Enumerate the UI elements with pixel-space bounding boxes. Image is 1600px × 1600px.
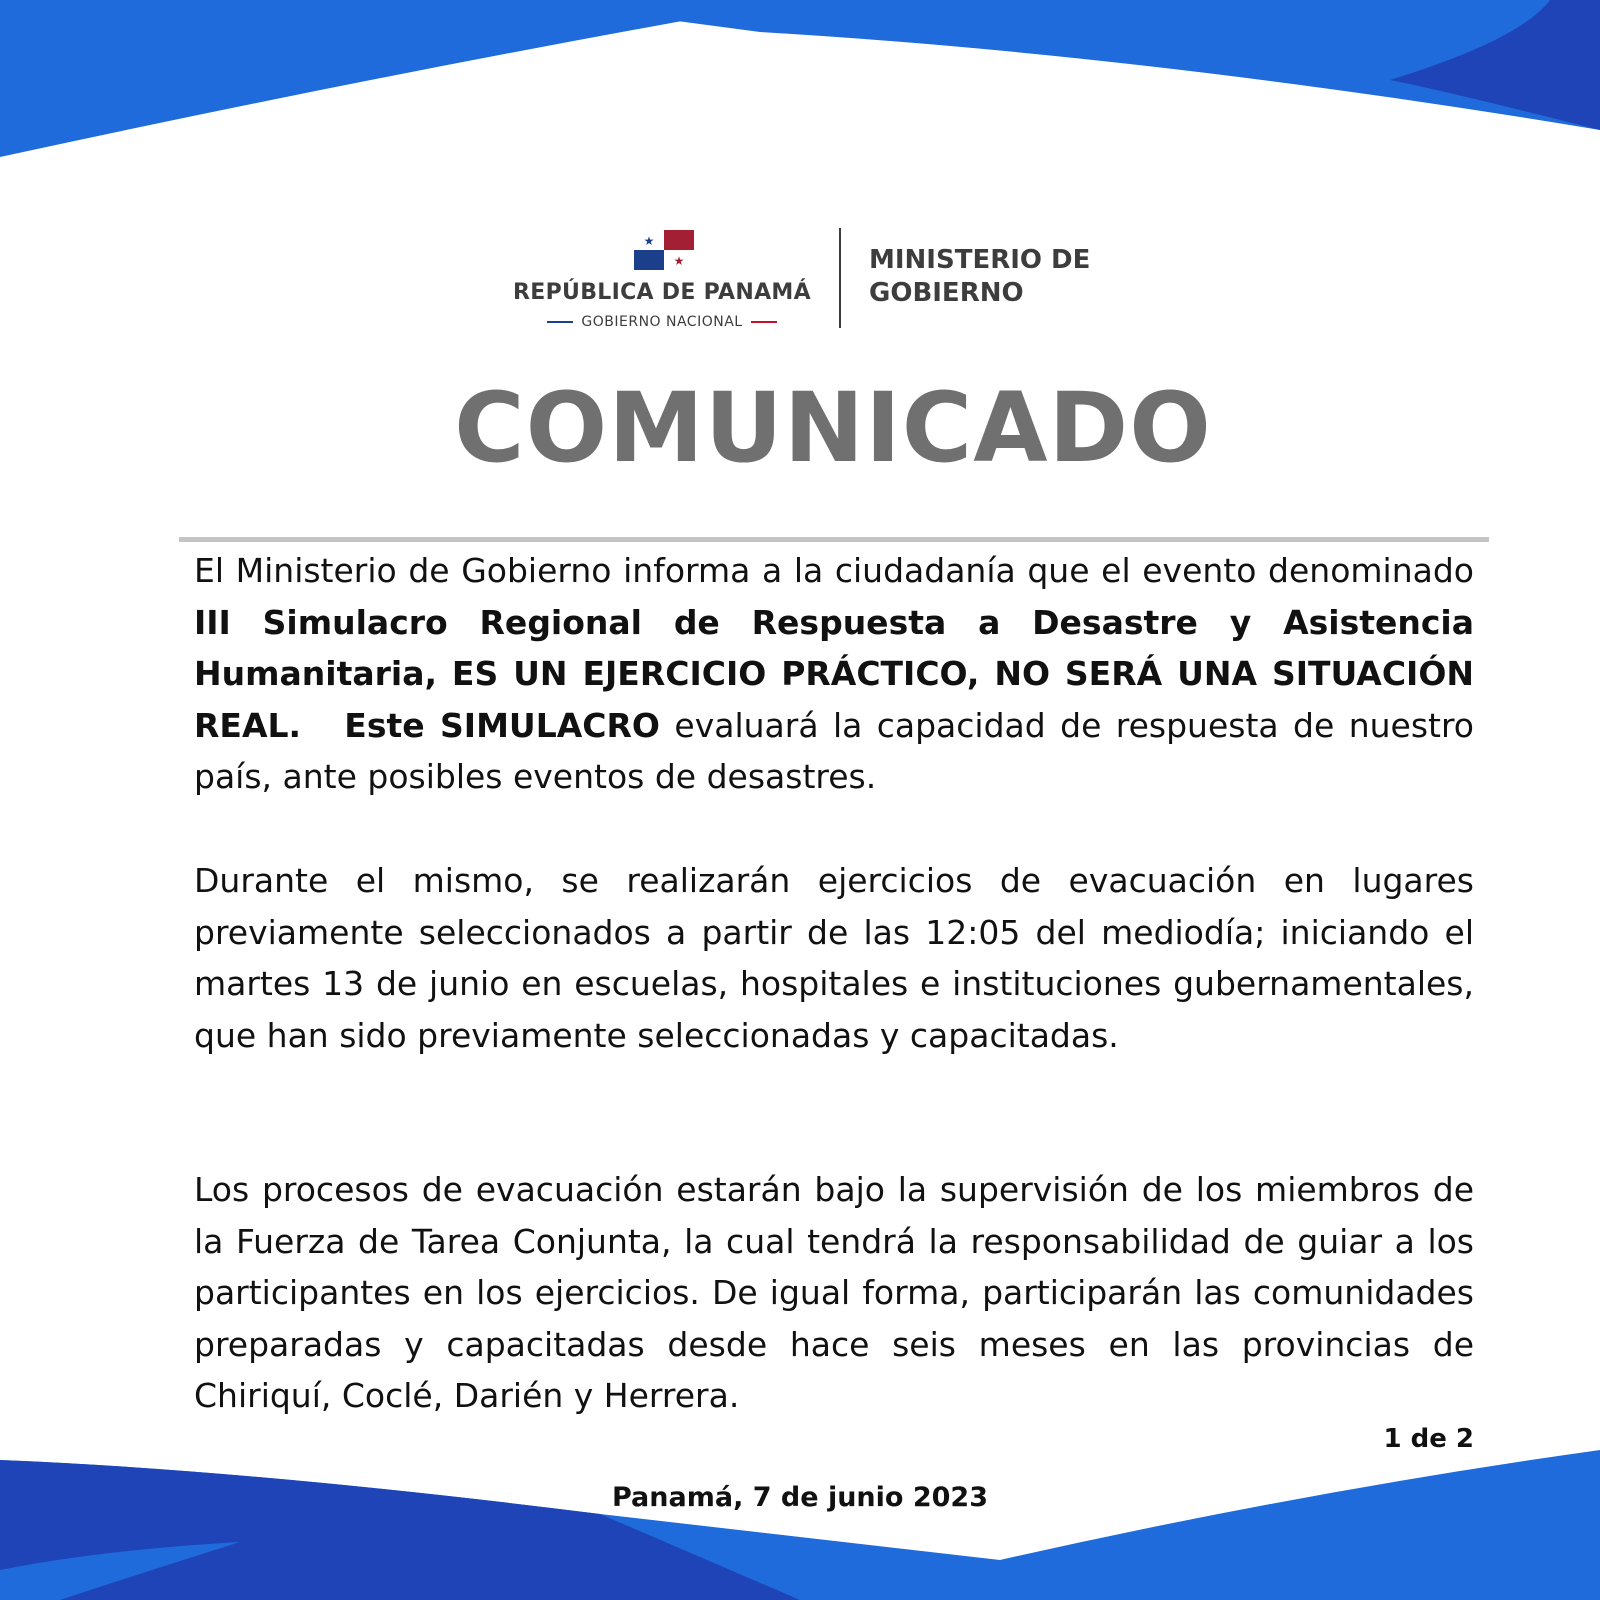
paragraph-1-bold-simulacro: Este SIMULACRO bbox=[344, 705, 660, 745]
republic-name: REPÚBLICA DE PANAMÁ bbox=[513, 280, 811, 305]
paragraph-2: Durante el mismo, se realizarán ejercicios de evacuación en lugares previamente seleccionados a partir de las 12:05 del mediodía; iniciando el martes 13 de junio en escuelas, hospitales e instituciones gubernamentales, que han sido previamente seleccionadas y capacitadas. bbox=[194, 861, 1474, 1055]
page-title: COMUNICADO bbox=[454, 372, 1212, 484]
red-rule bbox=[751, 321, 777, 323]
government-national-label bbox=[512, 314, 812, 330]
ministry-name bbox=[869, 244, 1109, 310]
paragraph-1 bbox=[194, 545, 1474, 803]
title-divider bbox=[179, 537, 1489, 542]
paragraph-1-intro: El Ministerio de Gobierno informa a la ciudadanía que el evento denominado bbox=[194, 551, 1474, 590]
panama-flag-icon bbox=[634, 230, 694, 270]
blue-rule bbox=[547, 321, 573, 323]
bottom-decorative-band bbox=[0, 1430, 1600, 1600]
top-decorative-band bbox=[0, 0, 1600, 170]
logo-divider bbox=[839, 228, 841, 328]
dateline: Panamá, 7 de junio 2023 bbox=[611, 1482, 988, 1513]
page-number: 1 de 2 bbox=[1383, 1424, 1474, 1454]
paragraph-1-outro: evaluará la capacidad de respuesta de nuestro país, ante posibles eventos de desastres. bbox=[194, 705, 1474, 796]
title-container bbox=[0, 372, 1600, 492]
gov-national-text: GOBIERNO NACIONAL bbox=[581, 314, 743, 330]
ministry-line-2: GOBIERNO bbox=[869, 278, 1024, 308]
government-logo bbox=[512, 228, 1092, 338]
svg-text:★: ★ bbox=[673, 254, 685, 268]
paragraph-1-bold-event: III Simulacro Regional de Respuesta a Desastre y Asistencia Humanitaria, ES UN EJERCICIO PRÁCTICO, NO SERÁ UNA SITUACIÓN REAL. bbox=[194, 602, 1474, 745]
paragraph-3: Los procesos de evacuación estarán bajo la supervisión de los miembros de la Fuerza de Tarea Conjunta, la cual tendrá la responsabilidad de guiar a los participantes en los ejercicios. De igual forma, participarán las comunidades preparadas y capacitadas desde hace seis meses en las provincias de Chiriquí, Coclé, Darién y Herrera. bbox=[194, 1170, 1474, 1415]
ministry-line-1: MINISTERIO DE bbox=[869, 245, 1091, 275]
svg-text:★: ★ bbox=[643, 234, 655, 248]
